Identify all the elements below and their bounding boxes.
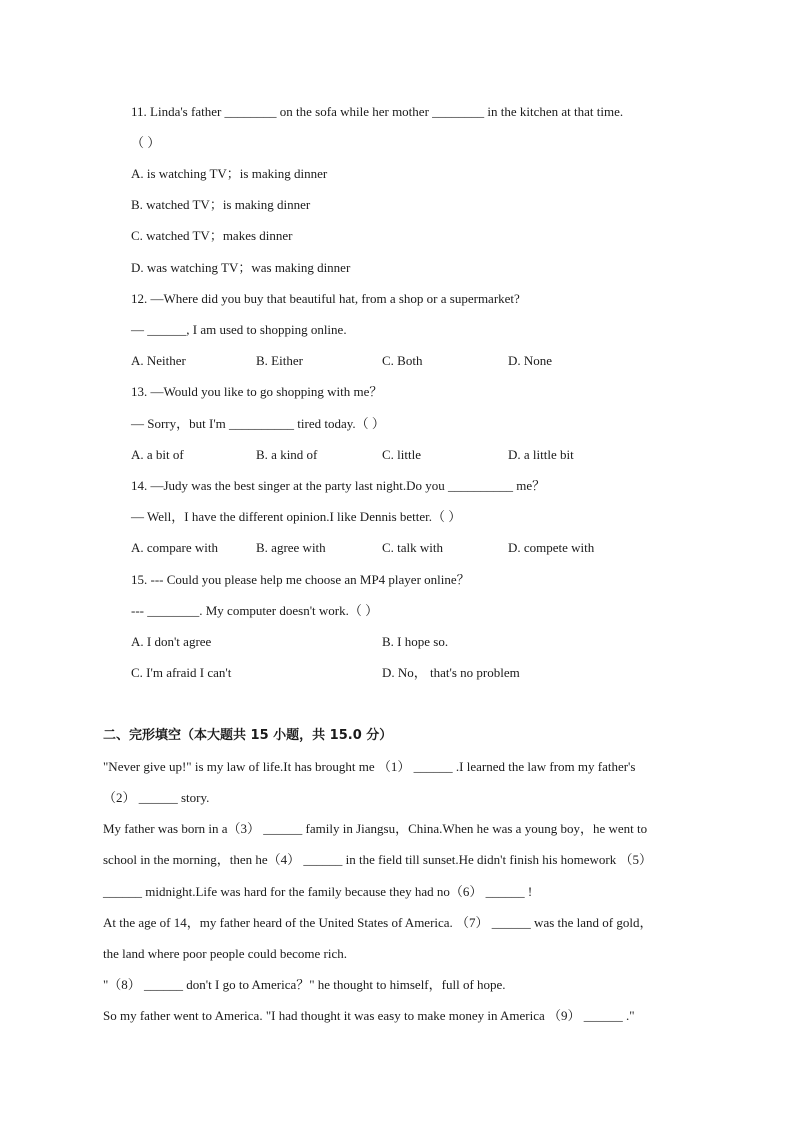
question-12-option-b: B. Either: [256, 353, 303, 368]
cloze-line-5: ______ midnight.Life was hard for the family because they had no（6） ______ !: [103, 884, 533, 899]
question-14-option-d: D. compete with: [508, 540, 595, 555]
cloze-line-7: the land where poor people could become rich.: [103, 946, 348, 961]
question-13-option-c: C. little: [382, 447, 421, 462]
question-14-option-a: A. compare with: [131, 540, 219, 555]
question-13-option-d: D. a little bit: [508, 447, 574, 462]
question-11-option-c: C. watched TV；makes dinner: [131, 228, 293, 243]
cloze-line-9: So my father went to America. "I had thought it was easy to make money in America （9） ______ .": [103, 1008, 635, 1023]
cloze-line-1: "Never give up!" is my law of life.It has brought me （1） ______ .I learned the law from my father's: [103, 759, 636, 774]
cloze-line-4: school in the morning，then he（4） ______ in the field till sunset.He didn't finish his homework （5）: [103, 852, 653, 867]
question-11-option-d: D. was watching TV；was making dinner: [131, 260, 351, 275]
question-12-option-a: A. Neither: [131, 353, 186, 368]
question-13-stem: 13. —Would you like to go shopping with me？: [131, 384, 383, 399]
question-11-stem: 11. Linda's father ________ on the sofa while her mother ________ in the kitchen at that time.: [131, 104, 624, 119]
question-13-option-a: A. a bit of: [131, 447, 184, 462]
cloze-line-8: "（8） ______ don't I go to America？" he thought to himself，full of hope.: [103, 977, 506, 992]
cloze-line-3: My father was born in a（3） ______ family in Jiangsu，China.When he was a young boy，he went to: [103, 821, 648, 836]
cloze-line-2: （2） ______ story.: [103, 790, 210, 805]
question-12-option-c: C. Both: [382, 353, 423, 368]
question-11-answer-paren: （ ）: [131, 135, 161, 150]
question-13-reply: — Sorry，but I'm __________ tired today.（ ）: [131, 416, 385, 431]
question-14-stem: 14. —Judy was the best singer at the party last night.Do you __________ me？: [131, 478, 546, 493]
question-11-option-a: A. is watching TV；is making dinner: [131, 166, 328, 181]
question-15-option-a: A. I don't agree: [131, 634, 212, 649]
question-15-option-b: B. I hope so.: [382, 634, 449, 649]
question-13-option-b: B. a kind of: [256, 447, 318, 462]
cloze-line-6: At the age of 14，my father heard of the United States of America. （7） ______ was the land of gold，: [103, 915, 653, 930]
question-14-option-c: C. talk with: [382, 540, 444, 555]
question-15-reply: --- ________. My computer doesn't work.（ ）: [131, 603, 379, 618]
question-15-stem: 15. --- Could you please help me choose an MP4 player online？: [131, 572, 470, 587]
question-15-option-c: C. I'm afraid I can't: [131, 665, 232, 680]
question-11-option-b: B. watched TV；is making dinner: [131, 197, 311, 212]
question-14-reply: — Well，I have the different opinion.I like Dennis better.（ ）: [131, 509, 462, 524]
question-14-option-b: B. agree with: [256, 540, 326, 555]
question-12-stem: 12. —Where did you buy that beautiful hat, from a shop or a supermarket?: [131, 291, 520, 306]
question-12-reply: — ______, I am used to shopping online.: [131, 322, 347, 337]
question-12-option-d: D. None: [508, 353, 553, 368]
section-2-heading: 二、完形填空（本大题共 15 小题，共 15.0 分）: [103, 728, 393, 743]
question-15-option-d: D. No， that's no problem: [382, 665, 520, 680]
